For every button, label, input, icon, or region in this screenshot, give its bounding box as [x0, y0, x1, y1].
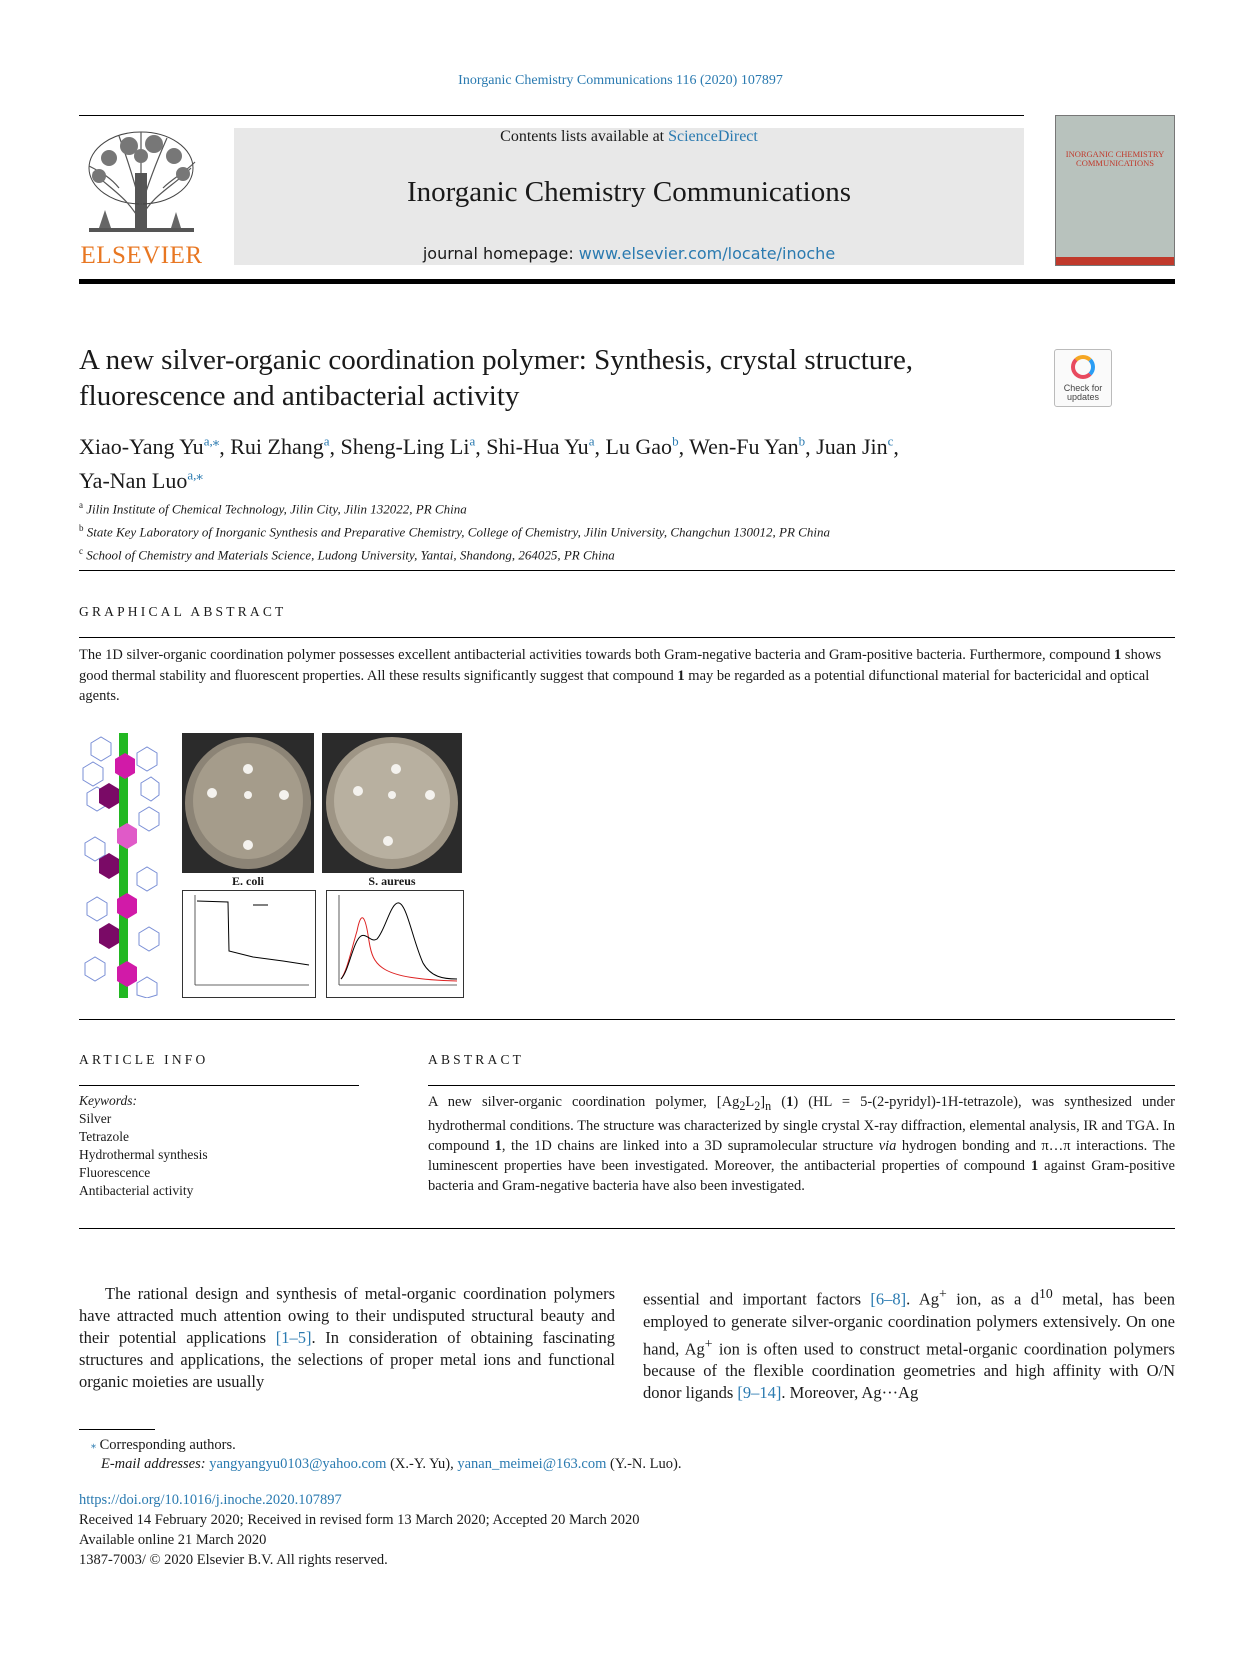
keyword: Fluorescence: [79, 1165, 151, 1180]
graphical-abstract-heading: GRAPHICAL ABSTRACT: [79, 604, 287, 619]
divider: [428, 1085, 1175, 1086]
tga-curve-thumbnail: [182, 890, 316, 998]
contents-line: Contents lists available at ScienceDirect: [500, 128, 758, 145]
keyword: Hydrothermal synthesis: [79, 1147, 208, 1162]
copyright: 1387-7003/ © 2020 Elsevier B.V. All rights reserved.: [79, 1552, 388, 1568]
homepage-line: journal homepage: www.elsevier.com/locate/inoche: [422, 244, 836, 263]
journal-name: Inorganic Chemistry Communications: [406, 176, 852, 208]
plate-label-e-coli: E. coli: [232, 874, 264, 888]
header-rule: [79, 115, 1024, 116]
graphical-abstract-text: The 1D silver-organic coordination polymer possesses excellent antibacterial activities towards both Gram-negative bacteria and Gram-positive bacteria. Furthermore, compound 1 shows good thermal stability and fluorescent properties. All these results significantly suggest that compound 1 may be regarded as a potential difunctional material for bactericidal and optical agents.: [79, 647, 1162, 704]
journal-cover[interactable]: [1055, 115, 1175, 266]
cover-strip: [1056, 257, 1174, 265]
author[interactable]: Rui Zhang$^a$: [230, 434, 330, 460]
email-note: E-mail addresses: yangyangyu0103@yahoo.com (X.-Y. Yu), yanan_meimei@163.com (Y.-N. Luo).: [101, 1456, 682, 1472]
author[interactable]: Ya-Nan Luo$^{a,⁎}$: [79, 467, 203, 493]
corresponding-note: ⁎ Corresponding authors.: [91, 1437, 236, 1453]
plate-label-s-aureus: S. aureus: [368, 874, 416, 888]
footnotes: [79, 1436, 1079, 1474]
affiliations: [79, 496, 1079, 564]
footnote-rule: [79, 1429, 155, 1430]
doi-link[interactable]: https://doi.org/10.1016/j.inoche.2020.107897: [79, 1492, 342, 1508]
abstract-text: A new silver-organic coordination polymer, $[Ag_2L_2]_n$ (1) (HL = 5-(2-pyridyl)-1H-tetrazole), was synthesized under hydrothermal conditions. The structure was characterized by single crystal X-ray diffraction, elemental analysis, IR and TGA. In compound 1, the 1D chains are linked into a 3D supramolecular structure via hydrogen bonding and π…π interactions. The luminescent properties have been investigated. Moreover, the antibacterial properties of compound 1 against Gram-positive bacteria and Gram-negative bacteria have also been investigated.: [428, 1094, 1176, 1194]
reference-link[interactable]: [1–5]: [275, 1328, 312, 1347]
elsevier-wordmark: ELSEVIER: [80, 242, 203, 269]
crossmark-icon: [1071, 355, 1095, 379]
check-for-updates-badge[interactable]: [1054, 349, 1112, 407]
author[interactable]: Lu Gao$^b$: [605, 434, 679, 460]
petri-dish-s-aureus: [322, 733, 454, 873]
body-column-right: essential and important factors [6–8]. Ag+ ion, as a $d^{10}$ metal, has been employed to generate silver-organic coordination polymers extensively. On one hand, Ag+ ion is often used to construct metal-organic coordination polymers because of the flexible coordination geometries and high affinity with O/N donor ligands [9–14]. Moreover, Ag···Ag: [643, 1286, 1175, 1402]
available-online: Available online 21 March 2020: [79, 1532, 267, 1548]
received-dates: Received 14 February 2020; Received in revised form 13 March 2020; Accepted 20 March 2020: [79, 1512, 640, 1528]
affiliation: $^c$ School of Chemistry and Materials Science, Ludong University, Yantai, Shandong, 264025, PR China: [79, 545, 615, 562]
reference-link[interactable]: [6–8]: [870, 1289, 907, 1309]
author[interactable]: Wen-Fu Yan$^b$: [689, 434, 806, 460]
divider: [79, 637, 1175, 638]
author-list: Xiao-Yang $Yu^{a,⁎}$, Rui Zhang$^a$, Sheng-Ling Li$^a$, Shi-Hua Yu$^a$, Lu Gao$^b$, Wen-Fu Yan$^b$, Juan Jin$^c$, Ya-Nan Luo$^{a,⁎}$: [79, 434, 899, 493]
divider: [79, 1085, 359, 1086]
keyword: Tetrazole: [79, 1129, 130, 1144]
badge-label: Check for updates: [1063, 383, 1103, 402]
affiliation: $^b$ State Key Laboratory of Inorganic Synthesis and Preparative Chemistry, College of Chemistry, Jilin University, Changchun 130012, PR China: [79, 522, 830, 540]
elsevier-logo[interactable]: [79, 128, 204, 268]
author[interactable]: Shi-Hua Yu$^a$: [486, 434, 595, 460]
petri-dish-e-coli: [182, 733, 314, 873]
divider: [79, 1019, 1175, 1020]
article-meta: [79, 1490, 1079, 1570]
abstract-heading: ABSTRACT: [428, 1052, 525, 1067]
email-link[interactable]: yangyangyu0103@yahoo.com: [209, 1456, 387, 1472]
keywords-label: Keywords:: [79, 1093, 137, 1108]
author[interactable]: Sheng-Ling Li$^a$: [340, 434, 476, 460]
divider: [79, 1228, 1175, 1229]
header-thick-rule: [79, 279, 1175, 284]
keyword: Antibacterial activity: [79, 1183, 194, 1198]
fluorescence-spectrum-thumbnail: [326, 890, 464, 998]
crystal-structure-figure: [79, 733, 161, 998]
body-column-left: The rational design and synthesis of metal-organic coordination polymers have attracted much attention owing to their undisputed structural beauty and their potential applications [1–5]. In consideration of obtaining fascinating structures and applications, the selections of proper metal ions and functional organic moieties are usually: [79, 1284, 616, 1391]
author[interactable]: Juan Jin$^c$: [816, 434, 894, 460]
article-info-heading: ARTICLE INFO: [79, 1052, 209, 1067]
cover-title: INORGANIC CHEMISTRY COMMUNICATIONS: [1065, 149, 1165, 168]
journal-banner: [234, 128, 1024, 265]
keyword: Silver: [79, 1111, 112, 1126]
tree-icon: [79, 128, 204, 240]
affiliation: $^a$ Jilin Institute of Chemical Technology, Jilin City, Jilin 132022, PR China: [79, 500, 467, 517]
sciencedirect-link[interactable]: ScienceDirect: [668, 128, 758, 145]
author[interactable]: Xiao-Yang $Yu^{a,⁎}$: [79, 434, 220, 460]
article-title: A new silver-organic coordination polymer: Synthesis, crystal structure, fluorescence and antibacterial activity: [79, 344, 914, 412]
homepage-link[interactable]: www.elsevier.com/locate/inoche: [578, 244, 836, 263]
email-link[interactable]: yanan_meimei@163.com: [457, 1456, 607, 1472]
divider: [79, 570, 1175, 571]
journal-citation[interactable]: Inorganic Chemistry Communications 116 (2020) 107897: [458, 73, 783, 88]
keywords-block: [79, 1092, 359, 1200]
reference-link[interactable]: [9–14]: [737, 1383, 782, 1402]
